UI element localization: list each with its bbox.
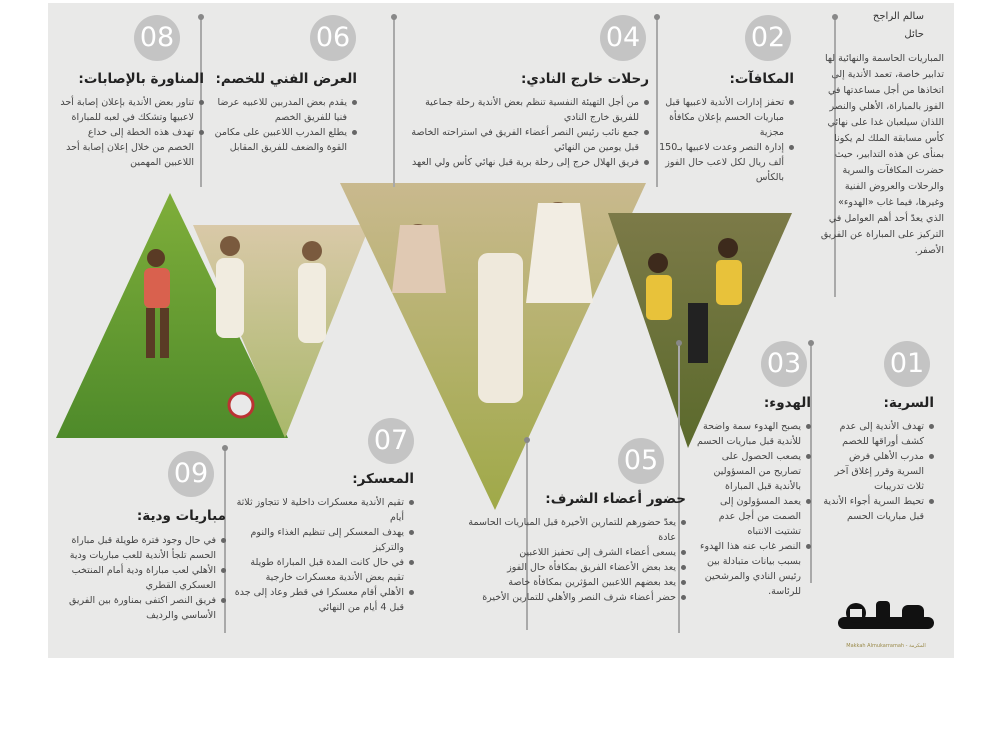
section-number-04: 04 [600,15,646,61]
injury-maneuver-list [59,95,204,170]
divider-line [393,17,395,187]
list-item: يطلع المدرب اللاعبين على مكامن القوة والضعف للفريق المقابل [212,125,357,155]
section-title-honorary: حضور أعضاء الشرف: [545,491,686,507]
rewards-list [654,95,794,185]
list-item: تحفز إدارات الأندية لاعبيها قبل مباريات الحسم بإعلان مكافأة مجزية [654,95,794,140]
list-item: إدارة النصر وعدت لاعبيها بـ150 ألف ريال لكل لاعب حال الفوز بالكأس [654,140,794,185]
list-item: يعد بعض الأعضاء الفريق بمكافأة حال الفوز [458,560,686,575]
list-item: جمع نائب رئيس النصر أعضاء الفريق في استراحته الخاصة قبل يومين من النهائي [401,125,649,155]
list-item: يعد بعضهم اللاعبين المؤثرين بمكافأة خاصة [458,575,686,590]
calm-list [693,419,811,599]
list-item: يقدم بعض المدربين للاعبيه عرضا فنيا للفريق الخصم [212,95,357,125]
section-title-injury-maneuver: المناورة بالإصابات: [78,71,204,87]
logo-mark [836,599,936,639]
list-item: حضر أعضاء شرف النصر والأهلي للتمارين الأخيرة [458,590,686,605]
list-item: الأهلي أقام معسكرا في قطر وعاد إلى جدة قبل 4 أيام من النهائي [234,585,414,615]
section-number-08: 08 [134,15,180,61]
section-number-01: 01 [884,341,930,387]
list-item: النصر غاب عنه هذا الهدوء بسبب بيانات متبادلة بين رئيس النادي والمرشحين للرئاسة. [693,539,811,599]
list-item: مدرب الأهلي فرض السرية وقرر إغلاق آخر ثلاث تدريبات [822,449,934,494]
friendlies-list [64,533,226,623]
list-item: يصبح الهدوء سمة واضحة للأندية قبل مباريات الحسم [693,419,811,449]
section-title-calm: الهدوء: [763,395,811,411]
makkah-logo [836,599,936,651]
list-item: تقيم الأندية معسكرات داخلية لا تتجاوز ثلاثة أيام [234,495,414,525]
section-number-03: 03 [761,341,807,387]
section-number-09: 09 [168,451,214,497]
list-item: في حال وجود فترة طويلة قبل مباراة الحسم تلجأ الأندية للعب مباريات ودية [64,533,226,563]
honorary-list [458,515,686,605]
list-item: من أجل التهيئة النفسية تنظم بعض الأندية رحلة جماعية للفريق خارج النادي [401,95,649,125]
city-label: حائل [904,29,924,40]
infographic-panel [48,3,954,658]
camp-list [234,495,414,615]
section-number-05: 05 [618,438,664,484]
trips-list [401,95,649,170]
logo-subtitle: Makkah Almukarramah - المكرمة [846,643,926,649]
intro-paragraph: المباريات الحاسمة والنهائية لها تدابير خاصة، تعمد الأندية إلى اتخاذها من أجل مساعدتها في الفوز بالمباراة، الأهلي والنصر اللذان سيلعبان غدا على نهائي كأس مسابقة الملك لم يكونا بمنأى عن هذه التدابير، حيث حضرت المكافآت والسرية والرحلات والعروض الفنية وغيرها، فيما غاب «الهدوء» الذي يعدّ أحد أهم العوامل في التركيز على المباراة عن الفريق الأصفر. [820,53,944,256]
list-item: فريق النصر اكتفى بمناورة بين الفريق الأساسي والرديف [64,593,226,623]
section-number-02: 02 [745,15,791,61]
tech-review-list [212,95,357,155]
section-title-rewards: المكافآت: [729,71,794,87]
list-item: تهدف الأندية إلى عدم كشف أوراقها للخصم [822,419,934,449]
section-number-07: 07 [368,418,414,464]
list-item: يصعب الحصول على تصاريح من المسؤولين بالأندية قبل المباراة [693,449,811,494]
list-item: في حال كانت المدة قبل المباراة طويلة تقيم بعض الأندية معسكرات خارجية [234,555,414,585]
section-title-trips: رحلات خارج النادي: [521,71,649,87]
section-title-secrecy: السرية: [883,395,934,411]
section-number-06: 06 [310,15,356,61]
list-item: تحيط السرية أجواء الأندية قبل مباريات الحسم [822,494,934,524]
author-name: سالم الراجح [872,11,924,22]
section-title-camp: المعسكر: [352,471,414,487]
list-item: تناور بعض الأندية بإعلان إصابة أحد لاعبيها وتشكك في لعبه للمباراة [59,95,204,125]
list-item: تهدف هذه الخطة إلى خداع الخصم من خلال إعلان إصابة أحد اللاعبين المهمين [59,125,204,170]
secrecy-list [822,419,934,524]
section-title-friendlies: مباريات ودية: [136,508,226,524]
list-item: الأهلي لعب مباراة ودية أمام المنتخب العسكري القطري [64,563,226,593]
section-title-tech-review: العرض الفني للخصم: [215,71,357,87]
list-item: يهدف المعسكر إلى تنظيم الغذاء والنوم والتركيز [234,525,414,555]
list-item: فريق الهلال خرج إلى رحلة برية قبل نهائي كأس ولي العهد [401,155,649,170]
list-item: يعدّ حضورهم للتمارين الأخيرة قبل المباريات الحاسمة عادة [458,515,686,545]
list-item: يعمد المسؤولون إلى الصمت من أجل عدم تشتيت الانتباه [693,494,811,539]
list-item: يسعى أعضاء الشرف إلى تحفيز اللاعبين [458,545,686,560]
